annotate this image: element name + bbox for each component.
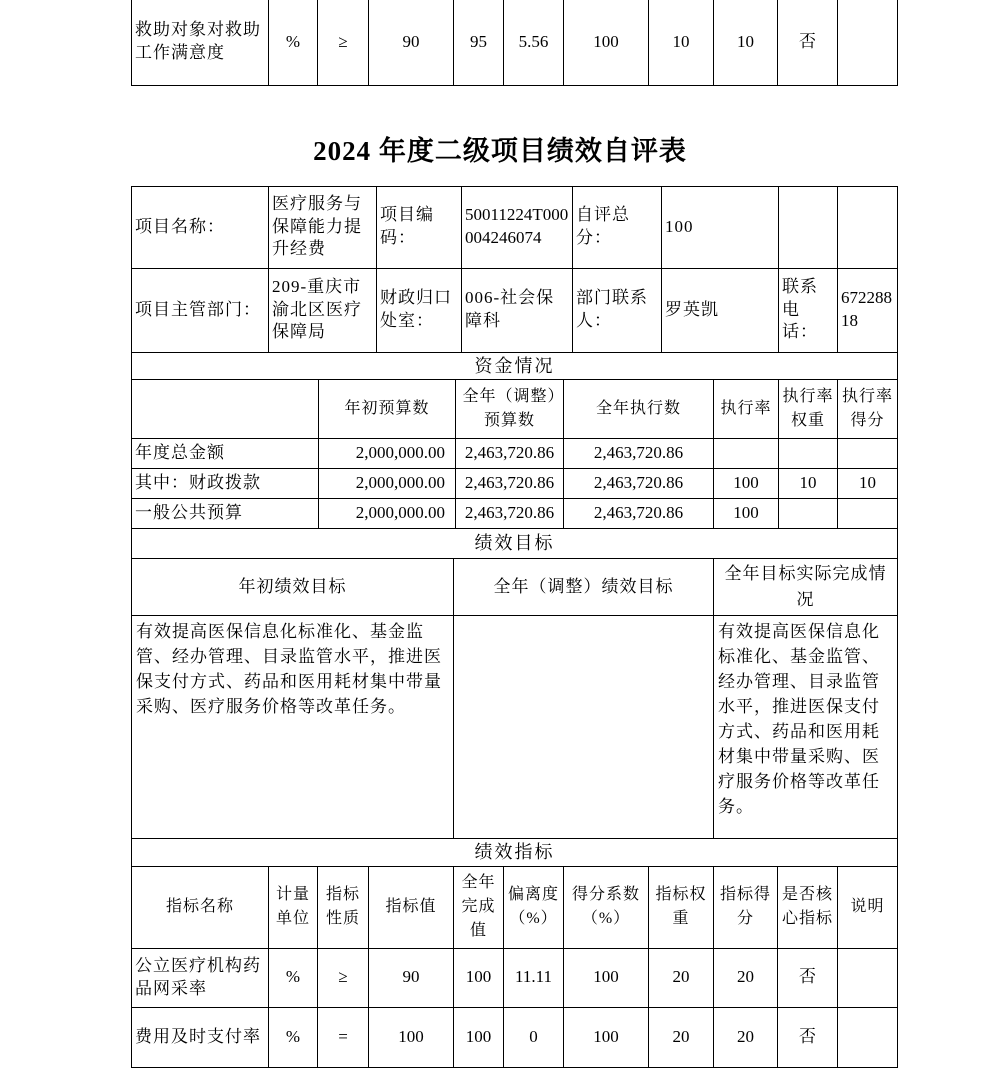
indicator-target-cell: 90 — [369, 948, 454, 1007]
table-row — [132, 268, 898, 352]
funds-adjusted-cell: 2,463,720.86 — [456, 438, 564, 468]
contact-label: 部门联系人： — [573, 268, 662, 352]
funds-section-title: 资金情况 — [132, 352, 898, 379]
indicator-name-cell: 费用及时支付率 — [132, 1007, 269, 1067]
funds-rate-cell — [714, 438, 779, 468]
project-name-label: 项目名称： — [132, 186, 269, 268]
funds-adjusted-cell: 2,463,720.86 — [456, 468, 564, 498]
page-title: 2024 年度二级项目绩效自评表 — [313, 136, 687, 166]
goals-table — [131, 528, 898, 839]
indicator-unit-cell: % — [269, 0, 318, 85]
indicators-table — [131, 838, 898, 1068]
indicators-header-weight: 指标权重 — [649, 866, 714, 948]
table-row — [132, 498, 898, 528]
indicator-unit-cell: % — [269, 1007, 318, 1067]
table-row — [132, 838, 898, 866]
funds-executed-cell: 2,463,720.86 — [564, 468, 714, 498]
goals-header-adjusted: 全年（调整）绩效目标 — [454, 558, 714, 615]
empty-cell — [838, 186, 898, 268]
indicator-score-cell: 10 — [714, 0, 778, 85]
funds-table — [131, 352, 898, 529]
indicators-header-core: 是否核心指标 — [778, 866, 838, 948]
funds-header-executed: 全年执行数 — [564, 379, 714, 438]
funds-header-rate: 执行率 — [714, 379, 779, 438]
table-row — [132, 186, 898, 268]
funds-executed-cell: 2,463,720.86 — [564, 498, 714, 528]
indicator-target-cell: 100 — [369, 1007, 454, 1067]
indicator-actual-cell: 100 — [454, 1007, 504, 1067]
funds-rate-cell: 100 — [714, 498, 779, 528]
funds-header-adjusted: 全年（调整）预算数 — [456, 379, 564, 438]
indicator-nature-cell: ≥ — [318, 948, 369, 1007]
indicator-nature-cell: ≥ — [318, 0, 369, 85]
project-code-value: 50011224T000004246074 — [462, 186, 573, 268]
table-row — [132, 352, 898, 379]
office-value: 006-社会保障科 — [462, 268, 573, 352]
funds-header-blank — [132, 379, 319, 438]
goals-initial-text: 有效提高医保信息化标准化、基金监管、经办管理、目录监管水平，推进医保支付方式、药品和医用耗材集中带量采购、医疗服务价格等改革任务。 — [132, 615, 454, 838]
indicator-actual-cell: 100 — [454, 948, 504, 1007]
prev-indicators-table — [131, 0, 898, 86]
indicator-core-cell: 否 — [778, 1007, 838, 1067]
indicator-note-cell — [838, 0, 898, 85]
dept-value: 209-重庆市渝北区医疗保障局 — [269, 268, 377, 352]
table-row — [132, 615, 898, 838]
indicators-header-note: 说明 — [838, 866, 898, 948]
funds-rate-score-cell — [838, 438, 898, 468]
funds-row-label: 年度总金额 — [132, 438, 319, 468]
indicators-header-target: 指标值 — [369, 866, 454, 948]
goals-adjusted-text — [454, 615, 714, 838]
funds-initial-cell: 2,000,000.00 — [319, 498, 456, 528]
indicators-header-deviation: 偏离度（%） — [504, 866, 564, 948]
title-block — [0, 86, 1000, 186]
indicator-name-cell: 救助对象对救助工作满意度 — [132, 0, 269, 85]
office-label: 财政归口处室： — [377, 268, 462, 352]
indicator-name-cell: 公立医疗机构药品网采率 — [132, 948, 269, 1007]
dept-label: 项目主管部门： — [132, 268, 269, 352]
funds-adjusted-cell: 2,463,720.86 — [456, 498, 564, 528]
table-row — [132, 558, 898, 615]
indicator-note-cell — [838, 1007, 898, 1067]
funds-row-label: 一般公共预算 — [132, 498, 319, 528]
table-row — [132, 0, 898, 85]
indicator-deviation-cell: 0 — [504, 1007, 564, 1067]
project-code-label: 项目编码： — [377, 186, 462, 268]
indicator-actual-cell: 95 — [454, 0, 504, 85]
project-info-table — [131, 186, 898, 353]
indicator-score-cell: 20 — [714, 948, 778, 1007]
indicator-score-cell: 20 — [714, 1007, 778, 1067]
indicator-target-cell: 90 — [369, 0, 454, 85]
funds-initial-cell: 2,000,000.00 — [319, 468, 456, 498]
funds-rate-weight-cell — [779, 438, 838, 468]
funds-rate-cell: 100 — [714, 468, 779, 498]
indicator-score-coef-cell: 100 — [564, 948, 649, 1007]
indicators-header-score: 指标得分 — [714, 866, 778, 948]
indicator-weight-cell: 20 — [649, 1007, 714, 1067]
self-score-value: 100 — [662, 186, 779, 268]
indicator-deviation-cell: 5.56 — [504, 0, 564, 85]
funds-header-rate-score: 执行率得分 — [838, 379, 898, 438]
funds-rate-score-cell: 10 — [838, 468, 898, 498]
indicator-weight-cell: 10 — [649, 0, 714, 85]
funds-executed-cell: 2,463,720.86 — [564, 438, 714, 468]
funds-header-rate-weight: 执行率权重 — [779, 379, 838, 438]
table-row — [132, 438, 898, 468]
funds-header-initial: 年初预算数 — [319, 379, 456, 438]
goals-header-actual: 全年目标实际完成情况 — [714, 558, 898, 615]
indicator-unit-cell: % — [269, 948, 318, 1007]
table-row — [132, 468, 898, 498]
indicator-deviation-cell: 11.11 — [504, 948, 564, 1007]
indicator-weight-cell: 20 — [649, 948, 714, 1007]
indicators-header-nature: 指标性质 — [318, 866, 369, 948]
indicators-header-score-coef: 得分系数（%） — [564, 866, 649, 948]
indicators-header-name: 指标名称 — [132, 866, 269, 948]
funds-rate-weight-cell — [779, 498, 838, 528]
table-row — [132, 528, 898, 558]
table-row — [132, 379, 898, 438]
indicator-core-cell: 否 — [778, 948, 838, 1007]
indicators-header-actual: 全年完成值 — [454, 866, 504, 948]
indicator-score-coef-cell: 100 — [564, 0, 649, 85]
project-name-value: 医疗服务与保障能力提升经费 — [269, 186, 377, 268]
self-score-label: 自评总分： — [573, 186, 662, 268]
indicator-note-cell — [838, 948, 898, 1007]
table-row — [132, 866, 898, 948]
phone-label: 联系电话： — [779, 268, 838, 352]
empty-cell — [779, 186, 838, 268]
previous-page-indicator-table-fragment — [131, 0, 897, 86]
indicator-score-coef-cell: 100 — [564, 1007, 649, 1067]
funds-rate-weight-cell: 10 — [779, 468, 838, 498]
funds-initial-cell: 2,000,000.00 — [319, 438, 456, 468]
contact-value: 罗英凯 — [662, 268, 779, 352]
self-evaluation-table — [131, 186, 897, 1068]
funds-row-label: 其中：财政拨款 — [132, 468, 319, 498]
indicators-section-title: 绩效指标 — [132, 838, 898, 866]
phone-value: 67228818 — [838, 268, 898, 352]
goals-section-title: 绩效目标 — [132, 528, 898, 558]
indicator-nature-cell: = — [318, 1007, 369, 1067]
indicators-header-unit: 计量单位 — [269, 866, 318, 948]
goals-header-initial: 年初绩效目标 — [132, 558, 454, 615]
funds-rate-score-cell — [838, 498, 898, 528]
goals-actual-text: 有效提高医保信息化标准化、基金监管、经办管理、目录监管水平，推进医保支付方式、药品和医用耗材集中带量采购、医疗服务价格等改革任务。 — [714, 615, 898, 838]
indicator-core-cell: 否 — [778, 0, 838, 85]
table-row — [132, 948, 898, 1007]
table-row — [132, 1007, 898, 1067]
